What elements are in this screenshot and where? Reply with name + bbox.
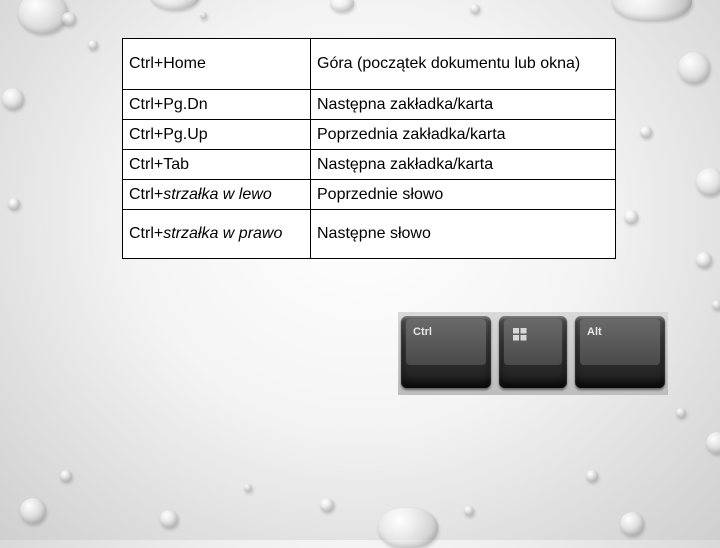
shortcut-key: [123, 180, 311, 210]
water-drop: [88, 40, 98, 50]
shortcut-key: [123, 120, 311, 150]
water-drop: [624, 210, 638, 224]
water-drop: [20, 498, 46, 524]
shortcut-action: [311, 90, 616, 120]
water-drop: [640, 126, 652, 138]
water-drop: [678, 52, 710, 84]
water-drop: [712, 300, 720, 310]
shortcut-action-text: Następna zakładka/karta: [317, 95, 494, 113]
alt-key: [575, 316, 665, 388]
water-drop: [200, 12, 207, 19]
water-drop: [470, 4, 480, 14]
shortcut-key: [123, 39, 311, 90]
shortcut-action: [311, 210, 616, 259]
shortcut-action-text: Poprzednie słowo: [317, 185, 444, 203]
water-drop: [160, 510, 178, 528]
shortcut-key-prefix: Ctrl+: [129, 225, 164, 242]
shortcut-key: [123, 210, 311, 259]
water-drop: [676, 408, 686, 418]
shortcut-action: [311, 150, 616, 180]
water-drop: [464, 506, 474, 516]
table-row: [123, 210, 616, 259]
shortcut-action-text: Następna zakładka/karta: [317, 155, 494, 173]
shortcut-action: [311, 180, 616, 210]
ctrl-key: [401, 316, 491, 388]
water-drop: [586, 470, 598, 482]
table-row: [123, 180, 616, 210]
shortcuts-table-container: [122, 38, 615, 259]
table-row: [123, 90, 616, 120]
water-drop: [150, 0, 200, 10]
keyboard-photo: [398, 312, 668, 395]
shortcut-action-text: Góra (początek dokumentu lub okna): [317, 55, 581, 72]
shortcut-action: [311, 120, 616, 150]
water-drop: [330, 0, 354, 12]
water-drop: [378, 508, 438, 548]
water-drop: [320, 498, 334, 512]
table-row: [123, 120, 616, 150]
shortcut-action-text: Następne słowo: [317, 225, 431, 242]
water-drop: [62, 12, 76, 26]
shortcuts-table: [122, 38, 616, 259]
water-drop: [60, 470, 72, 482]
shortcut-key-prefix: Ctrl+: [129, 185, 164, 203]
shortcut-action: [311, 39, 616, 90]
water-drop: [18, 0, 68, 34]
shortcut-key-text: Ctrl+Pg.Dn: [129, 95, 208, 113]
water-drop: [244, 484, 252, 492]
shortcut-action-text: Poprzednia zakładka/karta: [317, 125, 506, 143]
shortcut-key-text: Ctrl+Tab: [129, 155, 190, 173]
table-row: [123, 150, 616, 180]
water-drop: [612, 0, 692, 20]
shortcut-key-italic: strzałka w lewo: [163, 185, 272, 203]
water-drop: [620, 512, 644, 536]
water-drop: [696, 252, 712, 268]
shortcut-key: [123, 150, 311, 180]
water-drop: [2, 88, 24, 110]
shortcut-key-text: Ctrl+Home: [129, 55, 206, 72]
water-drop: [696, 168, 720, 196]
water-drop: [706, 432, 720, 454]
windows-logo-icon: [513, 328, 527, 341]
shortcut-key-italic: strzałka w prawo: [163, 225, 283, 242]
shortcut-key: [123, 90, 311, 120]
shortcut-key-text: Ctrl+Pg.Up: [129, 125, 208, 143]
water-drop: [8, 198, 20, 210]
windows-key: [499, 316, 567, 388]
ctrl-key-label: Ctrl: [413, 326, 432, 338]
alt-key-label: Alt: [587, 326, 602, 338]
table-row: [123, 39, 616, 90]
